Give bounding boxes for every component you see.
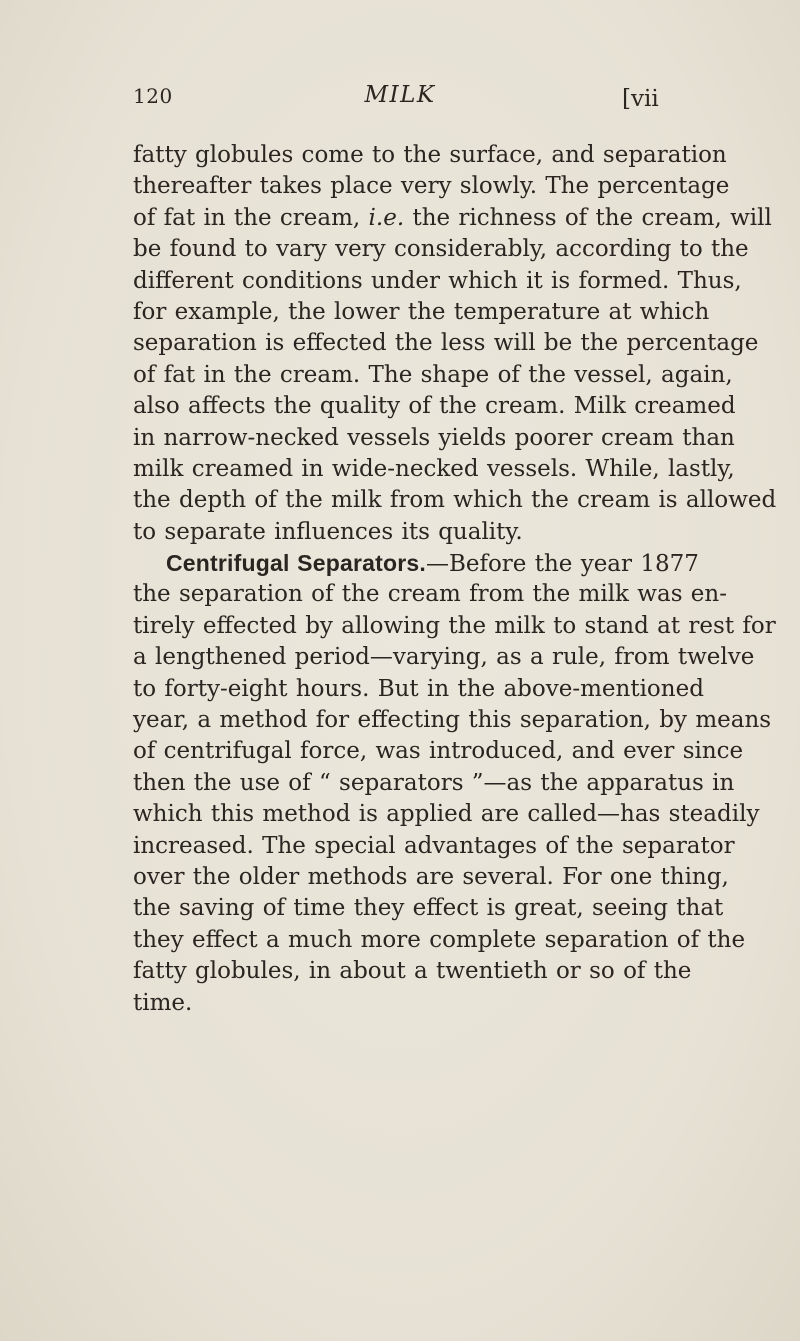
text-line: thereafter takes place very slowly. The percentage	[133, 173, 730, 200]
text-line: tirely effected by allowing the milk to stand at rest for	[133, 612, 776, 639]
text-line	[133, 203, 795, 234]
running-head	[0, 84, 800, 120]
text-line: a lengthened period—varying, as a rule, from twelve	[133, 644, 755, 671]
text-line: in narrow-necked vessels yields poorer cream than	[133, 424, 735, 451]
text-line: to separate influences its quality.	[133, 518, 523, 545]
text-line: fatty globules come to the surface, and separation	[133, 142, 727, 168]
text-line: then the use of “ separators ”—as the apparatus in	[133, 769, 735, 796]
text-line: separation is effected the less will be the percentage	[133, 330, 759, 357]
text-line: which this method is applied are called—has steadily	[133, 801, 760, 828]
text-line: over the older methods are several. For one thing,	[133, 863, 729, 890]
text-fragment: of fat in the cream,	[133, 204, 369, 231]
text-fragment: the richness of the cream, will	[404, 204, 772, 231]
text-line: also affects the quality of the cream. Milk creamed	[133, 393, 736, 420]
abbreviation-ie: i.e.	[368, 204, 405, 231]
text-line: they effect a much more complete separation of the	[133, 926, 746, 953]
text-line: for example, the lower the temperature at which	[133, 298, 710, 325]
text-line: the separation of the cream from the milk was en-	[133, 581, 728, 608]
text-line: milk creamed in wide-necked vessels. While, lastly,	[133, 455, 735, 482]
text-line: of fat in the cream. The shape of the vessel, again,	[133, 361, 733, 388]
text-line: the depth of the milk from which the cream is allowed	[133, 487, 777, 514]
text-line: fatty globules, in about a twentieth or so of the	[133, 958, 692, 985]
page-number: 120	[133, 84, 173, 108]
running-title: MILK	[364, 82, 436, 108]
chapter-reference: [vii	[622, 86, 659, 112]
text-line: increased. The special advantages of the separator	[133, 832, 735, 859]
body-text	[133, 140, 795, 1019]
paragraph-continuation	[133, 140, 795, 548]
text-line: to forty-eight hours. But in the above-mentioned	[133, 675, 704, 702]
text-fragment: —Before the year 1877	[425, 551, 699, 578]
paragraph-centrifugal-separators	[133, 548, 795, 1019]
text-line: the saving of time they effect is great, seeing that	[133, 895, 724, 922]
section-heading: Centrifugal Separators.	[166, 550, 426, 577]
text-line: different conditions under which it is formed. Thus,	[133, 267, 742, 294]
text-line: year, a method for effecting this separation, by means	[133, 707, 772, 734]
text-line: of centrifugal force, was introduced, and ever since	[133, 738, 744, 765]
text-line: be found to vary very considerably, according to the	[133, 236, 749, 263]
text-line	[133, 548, 795, 579]
text-line: time.	[133, 989, 193, 1016]
